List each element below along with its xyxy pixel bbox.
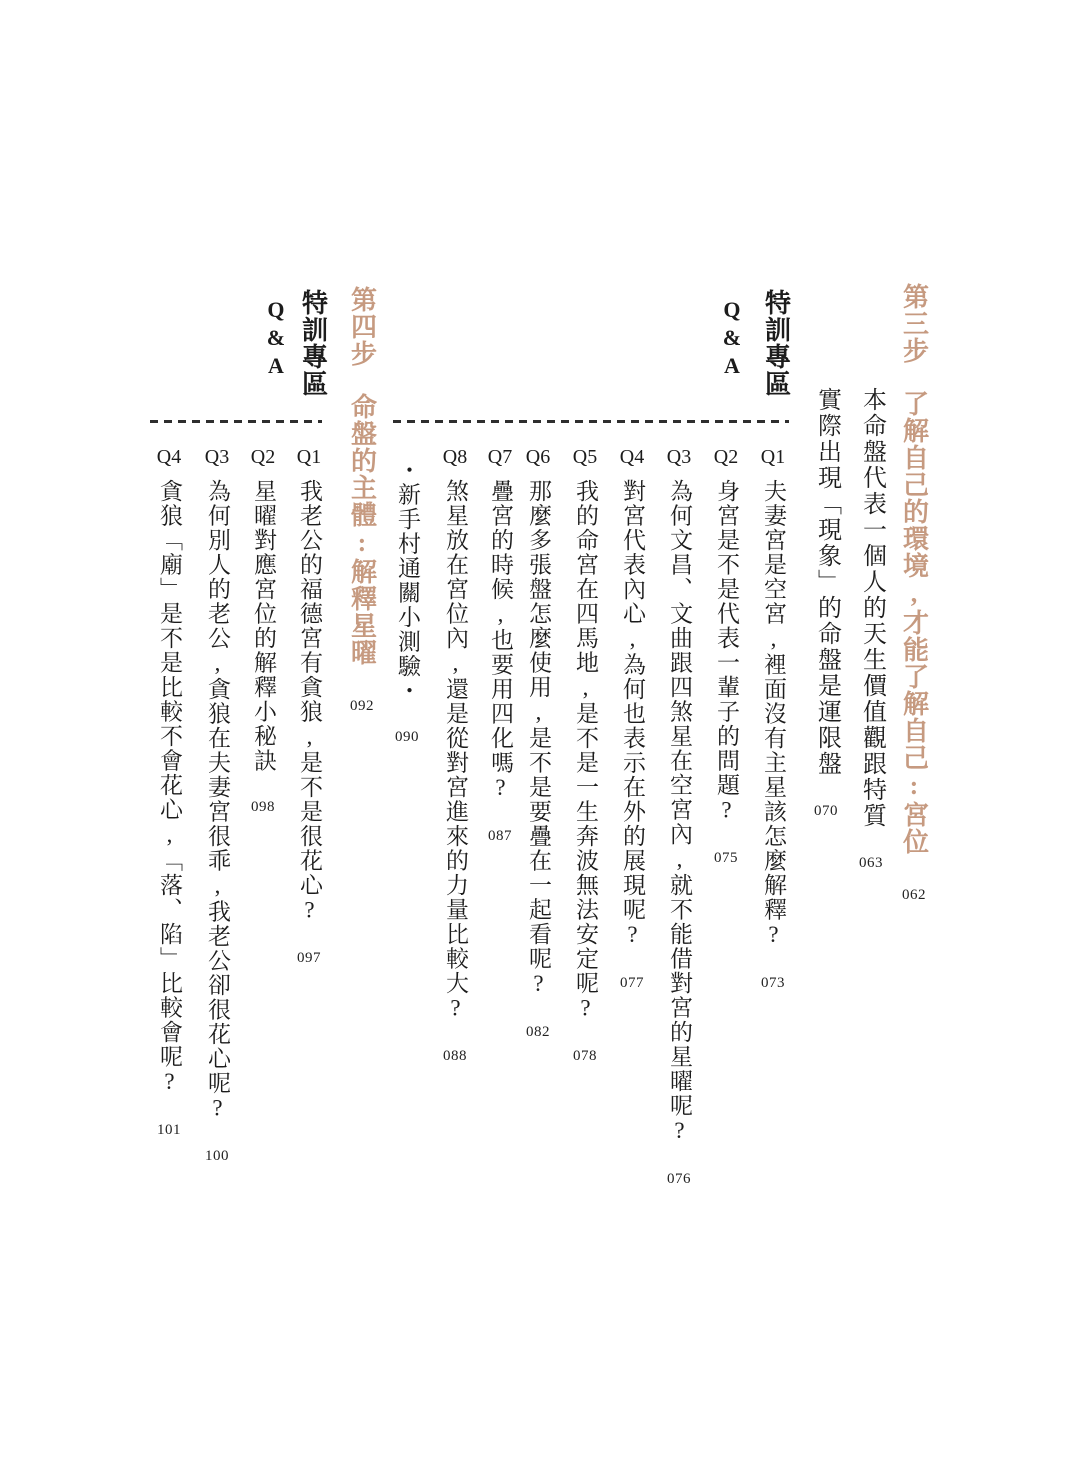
toc-entry-question [566,446,604,1065]
question-label: Q3 [666,446,692,468]
chapter-3-label: 第三步 [899,283,929,364]
question-label: Q4 [619,446,645,468]
chapter-4-title: 命盤的主體:解釋星曜 [347,393,377,666]
toc-entry-subitem [852,387,890,872]
question-label: Q4 [156,446,182,468]
question-label: Q1 [296,446,322,468]
toc-entry-question [436,446,474,1065]
question-text: 對宮代表內心,為何也表示在外的展現呢? [619,479,645,949]
toc-entry-question [754,446,792,992]
toc-entry-question [660,446,698,1188]
qa-header-label: Q&A [719,297,745,381]
chapter-4-page-number: 092 [350,698,374,714]
toc-entry-question [244,446,282,816]
toc-entry-question [707,446,745,867]
qa-header-label: Q&A [263,297,289,381]
toc-entry-question [198,446,236,1165]
subitem-page-number: 063 [859,855,883,871]
toc-entry-question [290,446,328,967]
question-text: 煞星放在宮位內,還是從對宮進來的力量比較大? [442,479,468,1022]
chapter-3-entry [892,283,936,904]
chapter-3-page-number: 062 [902,887,926,903]
toc-entry-question [613,446,651,992]
question-text: 身宮是不是代表一輩子的問題? [713,479,739,824]
question-page-number: 073 [761,974,785,991]
dashed-divider-left [150,420,322,423]
question-text: 夫妻宮是空宮,裡面沒有主星該怎麼解釋? [760,479,786,949]
chapter-4-heading [348,286,375,666]
question-label: Q6 [525,446,551,468]
subitem-text: 實際出現「現象」的命盤是運限盤 [813,387,840,777]
question-page-number: 077 [620,974,644,991]
qa-section-header-qa [713,297,749,381]
question-page-number: 076 [667,1170,691,1187]
qa-section-header [293,289,333,397]
question-label: Q5 [572,446,598,468]
chapter-4-entry [340,286,384,715]
question-text: 那麼多張盤怎麼使用,是不是要疊在一起看呢? [525,479,551,998]
question-text: 為何文昌、文曲跟四煞星在空宮內,就不能借對宮的星曜呢? [666,479,692,1145]
question-page-number: 098 [251,799,275,815]
question-label: Q3 [204,446,230,468]
qa-section-header-qa [257,297,293,381]
subitem-page-number: 070 [814,803,838,819]
question-page-number: 082 [526,1023,550,1040]
chapter-3-heading [900,283,927,855]
question-label: Q8 [442,446,468,468]
chapter-4-label: 第四步 [347,286,377,367]
question-label: Q2 [250,446,276,468]
qa-header-title: 特訓專區 [298,289,328,397]
toc-entry-question [519,446,557,1041]
chapter-3-title: 了解自己的環境,才能了解自己:宮位 [899,390,929,855]
question-label: Q1 [760,446,786,468]
question-page-number: 100 [205,1148,229,1164]
question-text: 為何別人的老公,貪狼在夫妻宮很乖,我老公卻很花心呢? [204,479,230,1122]
quiz-page-number: 090 [395,729,419,745]
question-page-number: 075 [714,850,738,866]
question-text: 我的命宮在四馬地,是不是一生奔波無法安定呢? [572,479,598,1022]
question-page-number: 087 [488,827,512,844]
toc-entry-question [481,446,519,845]
question-page-number: 078 [573,1048,597,1064]
question-text: 我老公的福德宮有貪狼,是不是很花心? [296,479,322,924]
question-page-number: 088 [443,1048,467,1064]
question-text: 貪狼「廟」是不是比較不會花心,「落、陷」比較會呢? [156,479,182,1096]
question-label: Q7 [487,446,513,468]
question-text: 星曜對應宮位的解釋小秘訣 [250,479,276,773]
toc-entry-question [150,446,188,1139]
qa-header-title: 特訓專區 [761,289,791,397]
question-text: 疊宮的時候,也要用四化嗎? [487,479,513,802]
qa-section-header [756,289,796,397]
quiz-text: ・新手村通關小測驗・ [394,458,420,703]
subitem-text: 本命盤代表一個人的天生價值觀跟特質 [858,387,885,829]
question-page-number: 101 [157,1121,181,1138]
toc-entry-subitem [807,387,845,820]
dashed-divider-right [393,420,789,423]
toc-entry-quiz [388,458,426,746]
question-label: Q2 [713,446,739,468]
question-page-number: 097 [297,950,321,966]
